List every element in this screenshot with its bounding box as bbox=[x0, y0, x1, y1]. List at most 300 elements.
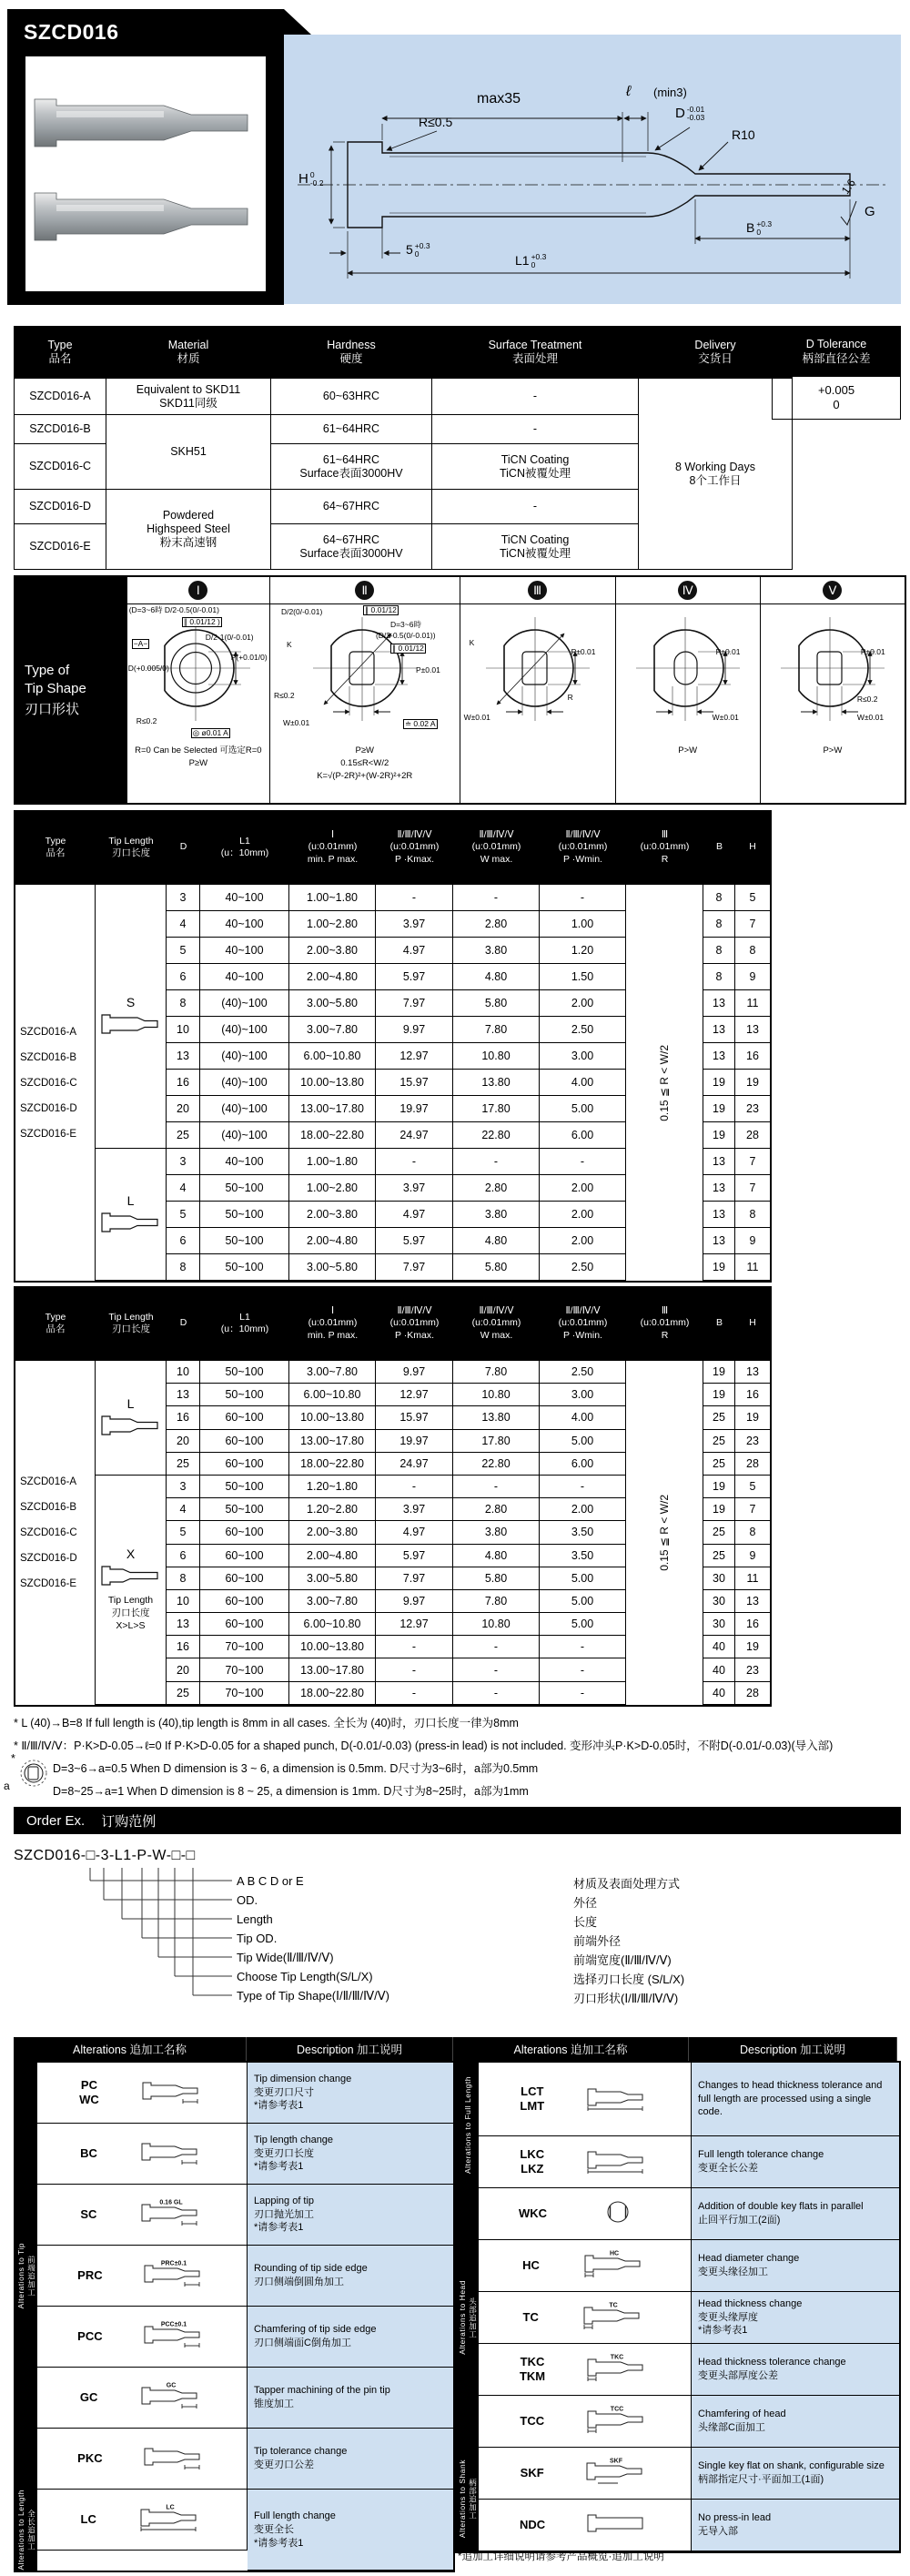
dim-cell: - bbox=[453, 1636, 540, 1658]
tip-shape-dim-label: P±0.01 bbox=[860, 647, 885, 656]
order-legend-en: Type of Tip Shape(Ⅰ/Ⅱ/Ⅲ/Ⅳ/Ⅴ) bbox=[237, 1989, 389, 2003]
head-alteration-icon bbox=[586, 2354, 650, 2385]
dim-cell: - bbox=[540, 1682, 626, 1705]
dim-header-cell: L1 (u：10mm) bbox=[220, 1311, 269, 1334]
dim-header-cell: D bbox=[179, 841, 187, 853]
head-alteration-icon bbox=[586, 2406, 650, 2437]
dim-cell-b: 19 bbox=[703, 1498, 735, 1521]
dim-cell-b: 13 bbox=[703, 1202, 735, 1228]
dim-cell: 4.80 bbox=[453, 1545, 540, 1567]
dim-cell: 5.00 bbox=[540, 1613, 626, 1636]
no-lead-alteration-icon bbox=[586, 2510, 650, 2541]
dim-cell: - bbox=[540, 885, 626, 911]
order-example-bar bbox=[14, 1807, 901, 1834]
hero-notch bbox=[284, 9, 311, 35]
spec-surface-cell: - bbox=[432, 379, 639, 415]
tip-shape-notes: R=0 Can be Selected 可选定R=0 P≥W bbox=[135, 745, 262, 768]
order-legend-en: A B C D or E bbox=[237, 1874, 304, 1888]
dim-cell-h: 23 bbox=[735, 1096, 770, 1122]
spec-material-cell: Equivalent to SKD11 SKD11同级 bbox=[106, 379, 271, 415]
r-range-cell: 0.15 ≦ R < W/2 bbox=[626, 885, 703, 1281]
dim-cell: 3.00 bbox=[540, 1043, 626, 1070]
tip-alteration-icon bbox=[143, 2260, 207, 2291]
spec-hardness-cell: 61~64HRC Surface表面3000HV bbox=[271, 444, 432, 490]
alteration-description: Addition of double key flats in parallel 止回平行加工(2面) bbox=[692, 2188, 899, 2240]
alterations-note: *追加工详细说明请参考产品概览·追加工说明 bbox=[458, 2551, 664, 2562]
dim-r10: R10 bbox=[732, 127, 755, 142]
alteration-code-cell bbox=[479, 2344, 692, 2396]
alteration-code: TC bbox=[522, 2309, 539, 2324]
dim-cell: (40)~100 bbox=[200, 1017, 289, 1043]
order-legend-zh: 选择刃口长度 (S/L/X) bbox=[573, 1973, 685, 1986]
spec-type-cell: SZCD016-B bbox=[15, 415, 106, 444]
spec-type-cell: SZCD016-E bbox=[15, 524, 106, 570]
alteration-description: Tapper machining of the pin tip 锥度加工 bbox=[248, 2368, 453, 2429]
dim-cell: 10.00~13.80 bbox=[289, 1070, 376, 1096]
dim-cell-b: 19 bbox=[703, 1384, 735, 1406]
dim-cell-b: 13 bbox=[703, 1228, 735, 1254]
dim-header-cell: Ⅱ/Ⅲ/Ⅳ/Ⅴ (u:0.01mm) W max. bbox=[471, 829, 521, 865]
dimension-table-2 bbox=[14, 1286, 772, 1707]
spec-material-cell: Powdered Highspeed Steel 粉末高速钢 bbox=[106, 490, 271, 570]
dim-cell: 50~100 bbox=[200, 1384, 289, 1406]
dim-cell-b: 30 bbox=[703, 1613, 735, 1636]
tip-shape-dim-label: P±0.01 bbox=[415, 665, 440, 674]
dim-cell: 40~100 bbox=[200, 885, 289, 911]
dim-cell-h: 13 bbox=[735, 1017, 770, 1043]
dim-cell: 2.00~4.80 bbox=[289, 964, 376, 990]
dim-cell: - bbox=[540, 1658, 626, 1681]
dim-cell: 4 bbox=[167, 1175, 200, 1202]
spec-hardness-cell: 61~64HRC bbox=[271, 415, 432, 444]
dim-cell: 7.97 bbox=[376, 1254, 453, 1281]
alteration-code: BC bbox=[80, 2145, 97, 2160]
alteration-description: Chamfering of head 头缘部C面加工 bbox=[692, 2396, 899, 2448]
full-alteration-icon bbox=[586, 2084, 650, 2115]
dim-cell: (40)~100 bbox=[200, 1043, 289, 1070]
alteration-code-cell bbox=[37, 2429, 248, 2490]
alteration-code: PKC bbox=[77, 2450, 103, 2465]
order-bar-zh: 订购范例 bbox=[101, 1813, 157, 1830]
dim-cell: 7.97 bbox=[376, 1567, 453, 1590]
svg-text:TC: TC bbox=[609, 2302, 619, 2309]
spec-header-cell: Material 材质 bbox=[106, 327, 271, 379]
dim-cell: 16 bbox=[167, 1406, 200, 1429]
tip-shape-dim-label: W±0.01 bbox=[282, 718, 310, 727]
alterations-group-bar: Alterations to Length 全长追加工 bbox=[15, 2490, 36, 2571]
spec-header-cell: Hardness 硬度 bbox=[271, 327, 432, 379]
dim-cell: 13.80 bbox=[453, 1406, 540, 1429]
dim-cell-h: 7 bbox=[735, 911, 770, 938]
dim-cell: 5 bbox=[167, 938, 200, 964]
dim-cell: - bbox=[376, 1149, 453, 1175]
footnote-2: * Ⅱ/Ⅲ/Ⅳ/Ⅴ：P·K>D-0.05→ℓ=0 If P·K>D-0.05 for a shaped punch, D(-0.01/-0.03) (press-in lead) is not included. 变形冲头P·K>D-0.05时，不附D(-0.01/-0.03)(导入部) bbox=[14, 1739, 834, 1752]
dim-cell: 50~100 bbox=[200, 1361, 289, 1384]
alteration-code: LKC LKZ bbox=[520, 2146, 545, 2175]
dim-cell: 60~100 bbox=[200, 1613, 289, 1636]
dim-ell: ℓ bbox=[626, 84, 632, 99]
tip-shape-dim-label: R≤0.2 bbox=[136, 716, 157, 725]
dim-cell: - bbox=[376, 885, 453, 911]
alterations-group-bar: Alterations to Head 头部追加工 bbox=[457, 2188, 479, 2448]
dim-cell: - bbox=[540, 1636, 626, 1658]
dim-cell-h: 9 bbox=[735, 964, 770, 990]
dim-cell: 3.97 bbox=[376, 911, 453, 938]
alteration-code: SKF bbox=[520, 2465, 544, 2480]
dim-cell: 1.20~2.80 bbox=[289, 1498, 376, 1521]
dim-header-cell: Tip Length 刃口长度 bbox=[108, 835, 154, 858]
dim-cell: 5.97 bbox=[376, 1545, 453, 1567]
dim-cell: 13 bbox=[167, 1043, 200, 1070]
tip-shape-column-Ⅱ bbox=[269, 577, 460, 803]
dim-cell: 5.00 bbox=[540, 1590, 626, 1613]
spec-row bbox=[15, 379, 793, 415]
spec-hardness-cell: 64~67HRC bbox=[271, 490, 432, 524]
technical-drawing bbox=[284, 35, 901, 304]
dim-cell-b: 13 bbox=[703, 1175, 735, 1202]
dim-cell: 1.00~1.80 bbox=[289, 1149, 376, 1175]
dim-header-cell: Ⅱ/Ⅲ/Ⅳ/Ⅴ (u:0.01mm) P ·Wmin. bbox=[558, 829, 608, 865]
spec-delivery-cell: 8 Working Days 8个工作日 bbox=[639, 379, 793, 570]
dim-cell: 2.00~3.80 bbox=[289, 1202, 376, 1228]
dim-cell: 4.00 bbox=[540, 1070, 626, 1096]
dim-cell: 40~100 bbox=[200, 911, 289, 938]
dim-cell-h: 13 bbox=[735, 1590, 770, 1613]
tip-shape-dim-label: (D/2-0.5(0/-0.01)) bbox=[375, 631, 436, 640]
dim-cell-b: 40 bbox=[703, 1636, 735, 1658]
d-tolerance-header bbox=[772, 326, 901, 377]
type-list-cell: SZCD016-A SZCD016-B SZCD016-C SZCD016-D SZCD016-E bbox=[15, 1361, 96, 1705]
dim-cell: 3.00~7.80 bbox=[289, 1361, 376, 1384]
dim-cell: 2.00~4.80 bbox=[289, 1228, 376, 1254]
punch-profile-icon bbox=[99, 1415, 163, 1439]
dim-cell: (40)~100 bbox=[200, 990, 289, 1017]
dim-cell: 5 bbox=[167, 1521, 200, 1544]
dim-cell: 13 bbox=[167, 1384, 200, 1406]
dim-cell: 3 bbox=[167, 1476, 200, 1498]
dim-cell: 60~100 bbox=[200, 1545, 289, 1567]
dim-header-cell: Ⅰ (u:0.01mm) min. P max. bbox=[307, 1305, 359, 1341]
dim-cell: 19.97 bbox=[376, 1430, 453, 1453]
alteration-description: Tip tolerance change 变更刃口公差 bbox=[248, 2429, 453, 2490]
dim-cell: 5 bbox=[167, 1202, 200, 1228]
dim-cell: 50~100 bbox=[200, 1228, 289, 1254]
dim-cell: 50~100 bbox=[200, 1476, 289, 1498]
dim-header-cell: Ⅲ (u:0.01mm) R bbox=[640, 829, 690, 865]
alteration-description: Chamfering of tip side edge 刃口侧端面C倒角加工 bbox=[248, 2307, 453, 2368]
alteration-code: SC bbox=[80, 2206, 97, 2221]
dim-cell: - bbox=[453, 1658, 540, 1681]
punch-profile-icon bbox=[99, 1013, 163, 1038]
footnote-3a: D=3~6→a=0.5 When D dimension is 3 ~ 6, a dimension is 0.5mm. D尺寸为3~6时，a部为0.5mm bbox=[53, 1762, 539, 1775]
dim-header-cell: Ⅱ/Ⅲ/Ⅳ/Ⅴ (u:0.01mm) W max. bbox=[471, 1305, 521, 1341]
dim-cell: 1.50 bbox=[540, 964, 626, 990]
tip-shape-dim-label: P±0.01 bbox=[715, 647, 741, 656]
d-tolerance-box bbox=[772, 326, 901, 420]
dim-header-cell: D bbox=[179, 1317, 187, 1329]
dim-cell: 60~100 bbox=[200, 1453, 289, 1476]
dim-header-cell: H bbox=[749, 841, 756, 853]
dim-cell: 2.00~3.80 bbox=[289, 1521, 376, 1544]
tip-length-cell-S bbox=[96, 885, 167, 1149]
tip-shape-notes: P≥W 0.15≤R<W/2 K=√(P-2R)²+(W-2R)²+2R bbox=[317, 745, 413, 781]
dim-cell-h: 16 bbox=[735, 1384, 770, 1406]
dim-cell: 17.80 bbox=[453, 1096, 540, 1122]
dim-cell-b: 30 bbox=[703, 1590, 735, 1613]
dim-cell-b: 25 bbox=[703, 1545, 735, 1567]
dim-cell-h: 19 bbox=[735, 1406, 770, 1429]
dim-cell: (40)~100 bbox=[200, 1070, 289, 1096]
svg-text:GC: GC bbox=[166, 2382, 177, 2389]
order-legend-en: OD. bbox=[237, 1893, 258, 1907]
alteration-code: NDC bbox=[519, 2517, 546, 2531]
dim-cell-b: 19 bbox=[703, 1254, 735, 1281]
spec-type-cell: SZCD016-D bbox=[15, 490, 106, 524]
dim-cell: 3.00 bbox=[540, 1384, 626, 1406]
full-alteration-icon bbox=[586, 2146, 650, 2177]
alteration-code: TKC TKM bbox=[519, 2354, 546, 2383]
dim-cell-b: 8 bbox=[703, 885, 735, 911]
alteration-description: Full length change 变更全长 *请参考表1 bbox=[248, 2490, 453, 2571]
footnote-3-mark: * bbox=[11, 1752, 15, 1765]
a-label: a bbox=[4, 1780, 10, 1792]
spec-type-cell: SZCD016-C bbox=[15, 444, 106, 490]
dim-cell: 13.80 bbox=[453, 1070, 540, 1096]
dim-cell: 10 bbox=[167, 1590, 200, 1613]
dim-cell: 3 bbox=[167, 1149, 200, 1175]
dim-table-body bbox=[14, 885, 772, 1283]
dim-cell-b: 25 bbox=[703, 1453, 735, 1476]
dim-header-cell: H bbox=[749, 1317, 756, 1329]
dim-cell: 2.00~3.80 bbox=[289, 938, 376, 964]
dim-cell-h: 8 bbox=[735, 938, 770, 964]
dim-cell: 19.97 bbox=[376, 1096, 453, 1122]
footnote-3b: D=8~25→a=1 When D dimension is 8 ~ 25, a dimension is 1mm. D尺寸为8~25时，a部为1mm bbox=[53, 1785, 529, 1798]
dim-cell-h: 7 bbox=[735, 1498, 770, 1521]
dim-cell: 70~100 bbox=[200, 1658, 289, 1681]
head-flats-alteration-icon bbox=[587, 2198, 651, 2229]
alteration-code: HC bbox=[522, 2257, 540, 2272]
order-legend-zh: 材质及表面处理方式 bbox=[573, 1877, 681, 1891]
dim-cell: - bbox=[376, 1636, 453, 1658]
dim-cell: 5.00 bbox=[540, 1096, 626, 1122]
dim-cell: 10 bbox=[167, 1361, 200, 1384]
alteration-code-cell bbox=[479, 2063, 692, 2136]
dim-cell-b: 40 bbox=[703, 1682, 735, 1705]
dim-cell: 1.00~2.80 bbox=[289, 1175, 376, 1202]
dim-cell-b: 25 bbox=[703, 1406, 735, 1429]
dim-cell-h: 11 bbox=[735, 990, 770, 1017]
dim-cell: 2.50 bbox=[540, 1254, 626, 1281]
dim-cell-b: 13 bbox=[703, 1043, 735, 1070]
dim-cell: - bbox=[453, 1149, 540, 1175]
dim-cell: 10.00~13.80 bbox=[289, 1406, 376, 1429]
alterations-header-cell: Description 加工说明 bbox=[689, 2037, 897, 2061]
dim-cell: 50~100 bbox=[200, 1175, 289, 1202]
alterations-header-cell: Description 加工说明 bbox=[247, 2037, 453, 2061]
tip-shape-section bbox=[14, 575, 906, 805]
alteration-code: PRC bbox=[77, 2267, 103, 2282]
dim-cell-b: 13 bbox=[703, 1017, 735, 1043]
dim-cell: - bbox=[453, 885, 540, 911]
tip-shape-column-Ⅲ bbox=[460, 577, 615, 803]
dim-cell-h: 9 bbox=[735, 1228, 770, 1254]
tip-alteration-icon bbox=[143, 2443, 207, 2474]
dim-cell: 5.80 bbox=[453, 1567, 540, 1590]
tip-shape-notes: P>W bbox=[678, 745, 698, 756]
technical-drawing-panel bbox=[284, 35, 901, 304]
dim-cell: - bbox=[453, 1682, 540, 1705]
r-range-cell: 0.15 ≦ R < W/2 bbox=[626, 1361, 703, 1705]
dim-cell-h: 13 bbox=[735, 1361, 770, 1384]
alteration-description: Tip dimension change 变更刃口尺寸 *请参考表1 bbox=[248, 2063, 453, 2124]
tip-shape-dim-label: R≤0.2 bbox=[273, 691, 295, 700]
dim-cell-h: 16 bbox=[735, 1613, 770, 1636]
alteration-code: TCC bbox=[520, 2413, 545, 2428]
dim-cell: 7.80 bbox=[453, 1361, 540, 1384]
dim-cell: 2.00 bbox=[540, 1228, 626, 1254]
alteration-description: Head thickness tolerance change 变更头部厚度公差 bbox=[692, 2344, 899, 2396]
dim-cell: 4.97 bbox=[376, 1521, 453, 1544]
dim-header-cell: Ⅱ/Ⅲ/Ⅳ/Ⅴ (u:0.01mm) P ·Kmax. bbox=[389, 829, 440, 865]
dim-cell: - bbox=[376, 1682, 453, 1705]
full-alteration-icon bbox=[139, 2504, 203, 2535]
svg-text:TCC: TCC bbox=[610, 2406, 623, 2413]
dim-cell: 10.80 bbox=[453, 1043, 540, 1070]
dim-cell: 3.00~5.80 bbox=[289, 1567, 376, 1590]
alteration-code-cell bbox=[479, 2396, 692, 2448]
dim-cell: 7.80 bbox=[453, 1017, 540, 1043]
head-alteration-icon bbox=[583, 2250, 647, 2281]
tip-length-letter: L bbox=[126, 1192, 135, 1208]
tip-alteration-icon bbox=[141, 2077, 205, 2108]
dim-cell: - bbox=[376, 1476, 453, 1498]
dim-cell: 25 bbox=[167, 1682, 200, 1705]
alterations-right-table bbox=[455, 2061, 901, 2553]
tip-shape-dim-label: ∥ 0.01/12 bbox=[364, 605, 397, 614]
tip-shape-numeral: Ⅱ bbox=[355, 581, 374, 600]
spec-header-cell: Delivery 交货日 bbox=[639, 327, 793, 379]
dim-table-body bbox=[14, 1361, 772, 1707]
product-code-title: SZCD016 bbox=[24, 20, 119, 44]
dim-cell: 2.80 bbox=[453, 1175, 540, 1202]
dim-table-header bbox=[14, 1286, 772, 1361]
dim-cell: 16 bbox=[167, 1070, 200, 1096]
dim-cell: 9.97 bbox=[376, 1361, 453, 1384]
alteration-description: Tip length change 变更刃口长度 *请参考表1 bbox=[248, 2124, 453, 2185]
spec-material-cell: SKH51 bbox=[106, 415, 271, 490]
tip-shape-dim-label: ◎ ø0.01 A bbox=[192, 728, 228, 737]
dim-cell-b: 19 bbox=[703, 1096, 735, 1122]
dim-header-cell: Ⅱ/Ⅲ/Ⅳ/Ⅴ (u:0.01mm) P ·Wmin. bbox=[558, 1305, 608, 1341]
alteration-description: Head thickness change 变更头缘厚度 *请参考表1 bbox=[692, 2292, 899, 2344]
alteration-code-cell bbox=[37, 2307, 248, 2368]
dim-cell-b: 13 bbox=[703, 990, 735, 1017]
shank-alteration-icon bbox=[585, 2458, 649, 2489]
alteration-code: WKC bbox=[518, 2206, 548, 2220]
alteration-code-cell bbox=[479, 2136, 692, 2188]
dim-d: D -0.01 -0.03 bbox=[675, 105, 705, 123]
alteration-code-cell bbox=[37, 2490, 248, 2551]
dim-cell: 4.00 bbox=[540, 1406, 626, 1429]
dim-cell: 60~100 bbox=[200, 1430, 289, 1453]
dim-cell: 20 bbox=[167, 1430, 200, 1453]
dim-cell: 13.00~17.80 bbox=[289, 1096, 376, 1122]
dim-cell-h: 8 bbox=[735, 1202, 770, 1228]
tip-length-cell-L bbox=[96, 1361, 167, 1476]
spec-header-cell: Type 品名 bbox=[15, 327, 106, 379]
dim-cell: 6.00 bbox=[540, 1122, 626, 1149]
spec-surface-cell: - bbox=[432, 490, 639, 524]
order-legend-zh: 前端外径 bbox=[573, 1934, 622, 1948]
tip-shape-dim-label: ∥ 0.01/12 ) bbox=[183, 617, 220, 626]
tip-shape-dim-label: W±0.01 bbox=[712, 713, 739, 722]
dim-cell: 50~100 bbox=[200, 1498, 289, 1521]
dim-cell: 2.00 bbox=[540, 1175, 626, 1202]
alteration-code-cell bbox=[37, 2063, 248, 2124]
d-tolerance-value: +0.005 0 bbox=[772, 377, 901, 420]
tip-shape-dim-label: W±0.01 bbox=[463, 713, 490, 722]
dim-cell: 2.50 bbox=[540, 1361, 626, 1384]
dim-cell: 24.97 bbox=[376, 1453, 453, 1476]
dim-cell-h: 28 bbox=[735, 1122, 770, 1149]
tip-shape-numeral: Ⅴ bbox=[823, 581, 842, 600]
alteration-code-cell bbox=[479, 2240, 692, 2292]
dim-cell: 40~100 bbox=[200, 938, 289, 964]
svg-text:TKC: TKC bbox=[610, 2354, 624, 2361]
order-legend-en: Tip Wide(Ⅱ/Ⅲ/Ⅳ/Ⅴ) bbox=[237, 1951, 334, 1964]
spec-type-cell: SZCD016-A bbox=[15, 379, 106, 415]
order-code: SZCD016-□-3-L1-P-W-□-□ bbox=[14, 1848, 196, 1863]
alteration-code-cell bbox=[37, 2185, 248, 2246]
dim-cell: 22.80 bbox=[453, 1122, 540, 1149]
dim-header-cell: L1 (u：10mm) bbox=[220, 835, 269, 858]
alteration-description: Full length tolerance change 变更全长公差 bbox=[692, 2136, 899, 2188]
tip-shape-label: Type of Tip Shape 刃口形状 bbox=[15, 577, 126, 803]
dim-cell-h: 11 bbox=[735, 1567, 770, 1590]
order-legend-zh: 外径 bbox=[573, 1896, 598, 1910]
tip-shape-dim-label: P(+0.01/0) bbox=[230, 653, 268, 662]
alteration-code-cell bbox=[479, 2448, 692, 2500]
dim-cell: 2.50 bbox=[540, 1017, 626, 1043]
tip-length-letter: S bbox=[126, 995, 136, 1009]
dim-cell: 20 bbox=[167, 1658, 200, 1681]
tip-shape-notes: P>W bbox=[823, 745, 843, 756]
dim-cell: 70~100 bbox=[200, 1636, 289, 1658]
dim-cell: 18.00~22.80 bbox=[289, 1122, 376, 1149]
tip-shape-dim-label: (D=3~6時 D/2-0.5(0/-0.01) bbox=[128, 605, 219, 614]
dim-cell: 13.00~17.80 bbox=[289, 1658, 376, 1681]
spec-surface-cell: TiCN Coating TiCN被覆处理 bbox=[432, 524, 639, 570]
dim-cell: 13.00~17.80 bbox=[289, 1430, 376, 1453]
dim-cell: 4.97 bbox=[376, 1202, 453, 1228]
alterations-header bbox=[14, 2037, 901, 2061]
dim-cell: 24.97 bbox=[376, 1122, 453, 1149]
dim-5: 5 +0.3 0 bbox=[406, 241, 430, 259]
dim-cell: 22.80 bbox=[453, 1453, 540, 1476]
tip-shape-column-Ⅴ bbox=[760, 577, 905, 803]
tip-shape-numeral: Ⅳ bbox=[678, 581, 697, 600]
tip-shape-column-Ⅰ bbox=[126, 577, 269, 803]
order-bar-en: Order Ex. bbox=[26, 1812, 86, 1829]
dim-cell-h: 28 bbox=[735, 1682, 770, 1705]
dim-cell: 1.00~2.80 bbox=[289, 911, 376, 938]
dim-cell: 7.80 bbox=[453, 1590, 540, 1613]
dim-cell-h: 19 bbox=[735, 1636, 770, 1658]
dim-cell: 40~100 bbox=[200, 964, 289, 990]
dim-cell: 15.97 bbox=[376, 1406, 453, 1429]
dim-cell-b: 8 bbox=[703, 911, 735, 938]
